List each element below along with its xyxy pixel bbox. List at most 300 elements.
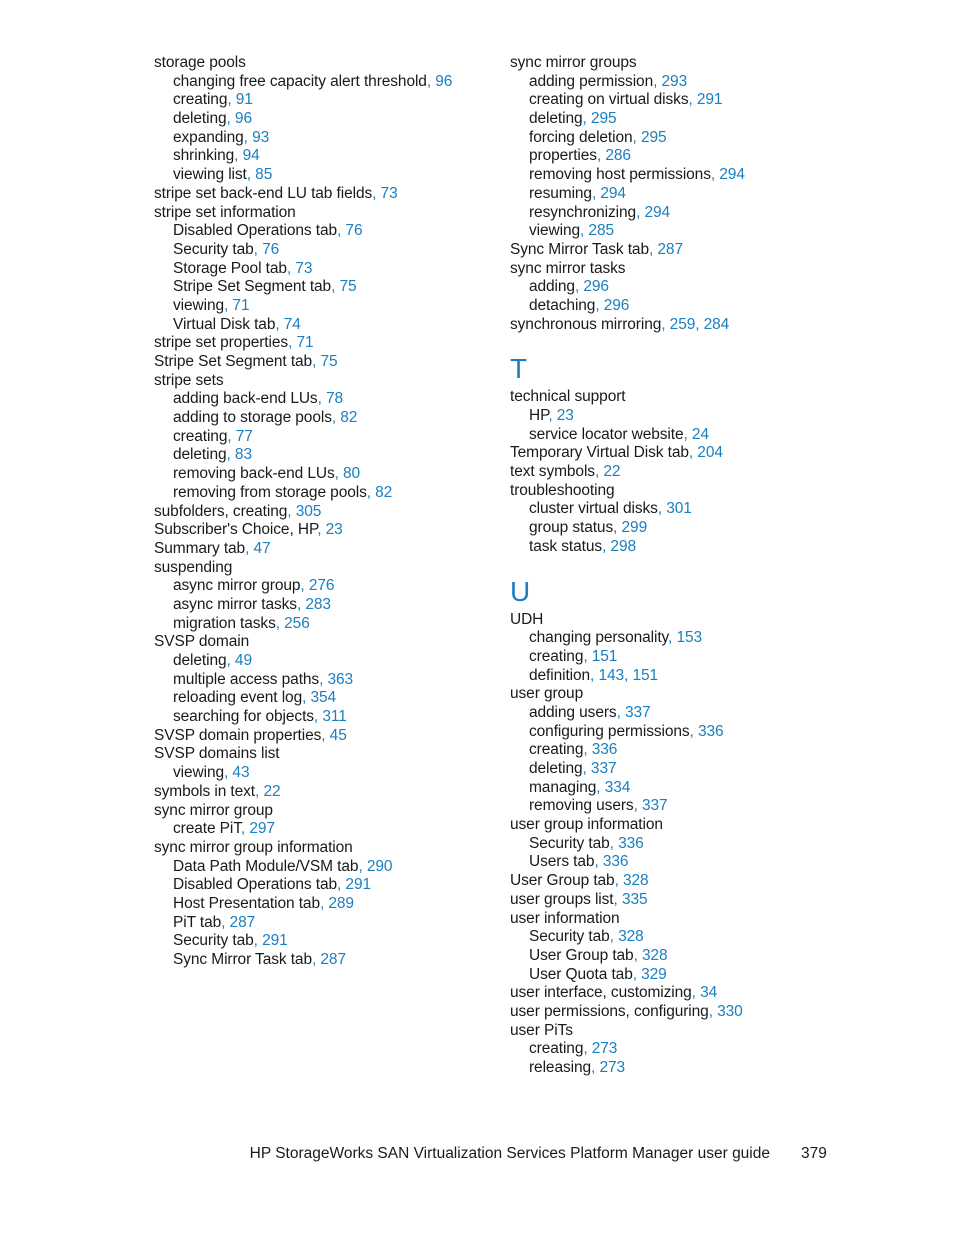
page-reference-link[interactable]: 23 [325,521,343,539]
section-letter-u: U [510,575,531,607]
index-term: Storage Pool tab [173,259,287,277]
index-entry [154,839,494,858]
index-entry [510,316,910,335]
index-term: removing host permissions [529,166,711,184]
index-term: stripe set information [154,203,296,221]
index-term: creating [173,427,228,445]
page-separator: , [596,147,606,165]
page-reference-link[interactable]: 296 [603,296,630,314]
index-subentry [154,596,494,615]
index-entry [154,503,494,522]
page-separator: , [657,500,667,518]
page-separator: , [616,703,625,721]
page-reference-link[interactable]: 256 [284,614,310,632]
page-reference-link[interactable]: 82 [340,409,358,427]
page-reference-link[interactable]: 328 [623,872,649,890]
index-entry [510,910,910,929]
page-reference-link[interactable]: 337 [624,703,651,721]
index-term: viewing list [173,166,247,184]
index-term: SVSP domain properties [154,726,322,744]
index-subentry [154,260,494,279]
page-reference-link[interactable]: 153 [676,629,703,647]
index-subentry [154,91,494,110]
page-reference-link[interactable]: 94 [242,147,260,165]
index-term: user information [510,909,620,927]
index-subentry [154,465,494,484]
index-term: changing free capacity alert threshold [173,72,427,90]
page-reference-link[interactable]: 337 [590,760,617,777]
page-reference-link[interactable]: 285 [588,222,614,240]
index-subentry [510,853,910,872]
index-subentry [510,500,910,519]
index-term: Data Path Module/VSM tab [173,857,359,875]
page-reference-link[interactable]: 96 [435,72,453,90]
page-separator: , [226,110,235,128]
page-separator: , [366,483,376,501]
page-reference-link[interactable]: 337 [641,797,668,815]
index-subentry [510,278,910,297]
index-subentry [154,932,494,951]
page-reference-link[interactable]: 71 [296,334,314,352]
index-term: expanding [173,128,244,146]
page-reference-link[interactable]: 363 [327,670,354,688]
index-subentry [510,928,910,947]
index-term: viewing [173,296,224,314]
page-reference-link[interactable]: 329 [641,965,667,983]
index-subentry [154,297,494,316]
index-entry [510,260,910,279]
index-term: sync mirror group information [154,838,353,856]
index-term: deleting [529,110,583,128]
index-subentry [510,966,910,985]
index-term: User Group tab [510,872,615,890]
page-separator: , [636,203,645,221]
index-term: removing from storage pools [173,483,367,501]
index-subentry [510,538,910,557]
page-reference-link[interactable]: 151 [591,647,618,665]
page-separator: , [334,465,344,483]
page-reference-link[interactable]: 295 [640,128,667,146]
page-reference-link[interactable]: 305 [295,502,322,520]
page-reference-link[interactable]: 328 [642,946,668,964]
index-entry [154,559,494,578]
page-reference-link[interactable]: 301 [666,500,692,518]
page-reference-link[interactable]: 291 [696,91,723,109]
page-reference-link[interactable]: 34 [700,984,718,1002]
page-reference-link[interactable]: 259, 284 [669,315,730,333]
page-reference-link[interactable]: 290 [366,857,393,875]
index-entry [510,685,910,704]
page-separator: , [317,390,327,408]
page-separator: , [596,778,605,796]
index-subentry [510,297,910,316]
page-reference-link[interactable]: 336 [602,853,629,871]
index-term: Security tab [529,928,610,946]
page-reference-link[interactable]: 73 [380,184,398,202]
index-term: create PiT [173,820,241,838]
index-subentry [154,820,494,839]
index-term: Summary tab [154,539,246,557]
page-separator: , [594,853,603,871]
index-term: Host Presentation tab [173,894,320,912]
page-separator: , [227,427,236,445]
page-separator: , [312,353,321,370]
index-term: cluster virtual disks [529,500,658,518]
page-reference-link[interactable]: 24 [691,425,709,443]
index-column-left [154,54,494,970]
index-term: suspending [154,558,233,576]
index-subentry [510,204,910,223]
page-separator: , [243,128,253,146]
index-subentry [510,91,910,110]
index-entry [154,633,494,652]
page-reference-link[interactable]: 143, 151 [598,666,659,684]
page-separator: , [358,857,367,875]
page-separator: , [614,872,623,890]
index-entry [154,783,494,802]
index-term: definition [529,666,591,684]
page-reference-link[interactable]: 328 [618,928,644,946]
index-term: group status [529,519,614,537]
page-reference-link[interactable]: 45 [329,726,347,744]
page-reference-link[interactable]: 287 [229,913,256,931]
index-term: stripe set back-end LU tab fields [154,184,373,202]
page-reference-link[interactable]: 291 [262,932,288,950]
page-separator: , [319,670,328,688]
page-separator: , [633,797,642,815]
page-separator: , [583,741,592,759]
page-reference-link[interactable]: 294 [644,203,671,221]
page-reference-link[interactable]: 75 [320,353,338,370]
page-separator: , [296,595,306,613]
page-separator: , [595,296,604,314]
page-reference-link[interactable]: 204 [697,444,723,462]
index-subentry [154,166,494,185]
page-reference-link[interactable]: 77 [235,427,253,445]
page-reference-link[interactable]: 85 [255,166,273,184]
index-entry [154,334,494,353]
index-entry [510,463,910,482]
index-subentry [154,951,494,970]
index-term: creating [173,91,228,109]
index-subentry [510,667,910,686]
page-reference-link[interactable]: 76 [345,222,363,240]
index-term: Security tab [173,932,254,950]
page-reference-link[interactable]: 80 [343,465,361,483]
index-subentry [510,426,910,445]
index-term: user group [510,685,584,703]
page-reference-link[interactable]: 93 [252,128,270,146]
index-subentry [154,316,494,335]
index-term: Stripe Set Segment tab [173,278,332,296]
index-term: creating [529,741,584,759]
page-separator: , [613,890,622,908]
index-entry [510,54,910,73]
index-term: subfolders, creating [154,502,288,520]
page-reference-link[interactable]: 47 [253,539,271,557]
page-separator: , [609,834,619,852]
page-reference-link[interactable]: 283 [305,595,331,613]
page-separator: , [302,689,311,707]
page-reference-link[interactable]: 23 [556,407,574,424]
page-separator: , [226,652,235,669]
page-separator: , [633,946,642,964]
index-term: properties [529,147,597,165]
index-subentry [510,519,910,538]
index-entry [510,872,910,891]
index-term: configuring permissions [529,722,690,740]
page-separator: , [300,577,309,595]
index-subentry [510,648,910,667]
page-separator: , [591,1059,600,1076]
index-subentry [510,129,910,148]
page-separator: , [582,760,591,777]
index-term: adding back-end LUs [173,390,318,408]
page-reference-link[interactable]: 91 [235,91,253,109]
page-separator: , [688,91,697,109]
index-subentry [154,147,494,166]
index-subentry [510,629,910,648]
page-separator: , [288,334,297,352]
index-entry [510,611,910,630]
page-separator: , [227,91,236,109]
index-term: user group information [510,816,663,834]
index-entry [154,802,494,821]
page-separator: , [574,278,584,296]
index-entry [154,353,494,372]
page-separator: , [311,951,321,968]
index-term: viewing [173,764,224,782]
page-separator: , [591,184,601,202]
index-subentry [510,1040,910,1059]
page-reference-link[interactable]: 294 [719,166,745,184]
index-term: user permissions, configuring [510,1002,709,1020]
page-separator: , [708,1002,718,1020]
page-reference-link[interactable]: 295 [590,110,617,128]
index-subentry [510,760,910,779]
page-reference-link[interactable]: 296 [583,278,609,296]
index-term: releasing [529,1059,592,1076]
page-separator: , [583,647,592,665]
index-entry [510,482,910,501]
page-reference-link[interactable]: 76 [262,240,280,258]
page-reference-link[interactable]: 311 [322,708,347,726]
page-reference-link[interactable]: 294 [600,184,626,202]
page-reference-link[interactable]: 334 [604,778,631,796]
page-separator: , [683,425,692,443]
index-subentry [154,390,494,409]
page-separator: , [317,521,326,539]
section-letter-t: T [510,353,528,385]
page-reference-link[interactable]: 276 [308,577,335,595]
page-separator: , [548,407,557,424]
page-reference-link[interactable]: 83 [234,446,252,464]
page-reference-link[interactable]: 273 [591,1040,618,1058]
page-separator: , [337,222,346,240]
page-reference-link[interactable]: 286 [605,147,631,165]
page-reference-link[interactable]: 82 [375,483,393,501]
index-subentry [510,741,910,760]
page-reference-link[interactable]: 298 [610,537,636,555]
page-separator: , [313,708,323,726]
page-reference-link[interactable]: 291 [345,876,371,894]
index-entry [510,388,910,407]
page-separator: , [245,539,254,557]
index-subentry [510,947,910,966]
page-reference-link[interactable]: 297 [249,820,275,838]
index-subentry [154,764,494,783]
index-term: deleting [173,446,227,464]
page-reference-link[interactable]: 43 [232,764,250,782]
page-reference-link[interactable]: 73 [295,259,313,277]
index-term: creating [529,1040,584,1058]
index-term: synchronous mirroring [510,315,662,333]
page-separator: , [661,315,670,333]
index-term: adding to storage pools [173,409,332,427]
index-entry [510,1022,910,1041]
index-subentry [510,185,910,204]
index-subentry [510,222,910,241]
index-subentry [154,652,494,671]
page-separator: , [689,722,698,740]
index-term: deleting [529,760,583,777]
index-term: resuming [529,184,592,202]
page-reference-link[interactable]: 336 [697,722,724,740]
page-separator: , [275,315,284,333]
page-reference-link[interactable]: 330 [717,1002,743,1020]
index-column-right [510,54,910,1078]
page-reference-link[interactable]: 336 [591,741,618,759]
index-term: forcing deletion [529,128,633,146]
page-reference-link[interactable]: 273 [599,1059,625,1076]
index-term: changing personality [529,629,669,647]
index-term: service locator website [529,425,684,443]
page-reference-link[interactable]: 293 [661,72,688,90]
index-entry [154,745,494,764]
page-reference-link[interactable]: 287 [320,951,346,968]
index-entry [154,185,494,204]
page-separator: , [253,240,263,258]
page-separator: , [688,444,698,462]
index-subentry [510,1059,910,1078]
index-term: shrinking [173,147,235,165]
index-term: Security tab [173,240,254,258]
page-reference-link[interactable]: 71 [232,296,250,314]
footer-page-number: 379 [801,1145,827,1162]
page-separator: , [319,894,329,912]
index-term: deleting [173,652,227,669]
index-entry [154,372,494,391]
page-separator: , [613,519,622,537]
page-separator: , [221,913,230,931]
page-separator: , [594,463,604,481]
index-subentry [510,147,910,166]
page-reference-link[interactable]: 74 [283,315,301,333]
page-separator: , [710,166,720,184]
index-term: resynchronizing [529,203,637,221]
index-term: user interface, customizing [510,984,692,1002]
page-separator: , [653,72,662,90]
index-subentry [510,704,910,723]
page-reference-link[interactable]: 75 [339,278,357,296]
page-separator: , [286,259,296,277]
index-term: stripe sets [154,371,224,389]
page-separator: , [590,666,599,684]
index-term: detaching [529,296,596,314]
index-term: migration tasks [173,614,276,632]
index-entry [510,241,910,260]
index-term: Temporary Virtual Disk tab [510,444,689,462]
page-separator: , [582,110,591,128]
index-subentry [154,484,494,503]
index-term: creating [529,647,584,665]
index-term: Disabled Operations tab [173,222,337,240]
page-separator: , [226,446,235,464]
index-subentry [154,110,494,129]
page-reference-link[interactable]: 354 [310,689,337,707]
index-term: async mirror tasks [173,595,297,613]
index-entry [154,54,494,73]
page-separator: , [648,240,658,258]
page-reference-link[interactable]: 96 [234,110,252,128]
index-subentry [154,895,494,914]
index-term: Sync Mirror Task tab [510,240,649,258]
page-reference-link[interactable]: 22 [603,463,621,481]
index-subentry [154,73,494,92]
index-term: Disabled Operations tab [173,876,337,894]
index-subentry [510,723,910,742]
index-subentry [154,876,494,895]
page-separator: , [632,965,642,983]
page-reference-link[interactable]: 287 [657,240,683,258]
page-separator: , [246,166,256,184]
index-term: Users tab [529,853,595,871]
page-reference-link[interactable]: 78 [326,390,344,408]
index-subentry [154,241,494,260]
index-subentry [510,73,910,92]
page-reference-link[interactable]: 299 [621,519,648,537]
index-term: Security tab [529,834,610,852]
index-term: searching for objects [173,708,314,726]
index-term: User Group tab [529,946,634,964]
page-reference-link[interactable]: 289 [328,894,354,912]
index-subentry [154,409,494,428]
index-term: async mirror group [173,577,301,595]
page-separator: , [337,876,346,894]
page-reference-link[interactable]: 335 [621,890,648,908]
index-entry [154,204,494,223]
index-term: user PiTs [510,1021,573,1039]
page-separator: , [426,72,436,90]
index-term: multiple access paths [173,670,320,688]
page-reference-link[interactable]: 49 [234,652,252,669]
page-separator: , [287,502,296,520]
index-term: Sync Mirror Task tab [173,951,312,968]
index-subentry [154,615,494,634]
page-reference-link[interactable]: 22 [263,782,281,800]
page-separator: , [331,278,340,296]
index-entry [154,521,494,540]
index-term: sync mirror group [154,801,273,819]
index-term: reloading event log [173,689,303,707]
page-separator: , [321,726,330,744]
index-term: user groups list [510,890,614,908]
page-separator: , [609,928,619,946]
page-reference-link[interactable]: 336 [618,834,644,852]
footer-title: HP StorageWorks SAN Virtualization Services Platform Manager user guide [249,1145,770,1162]
index-subentry [510,835,910,854]
index-term: sync mirror tasks [510,259,626,277]
